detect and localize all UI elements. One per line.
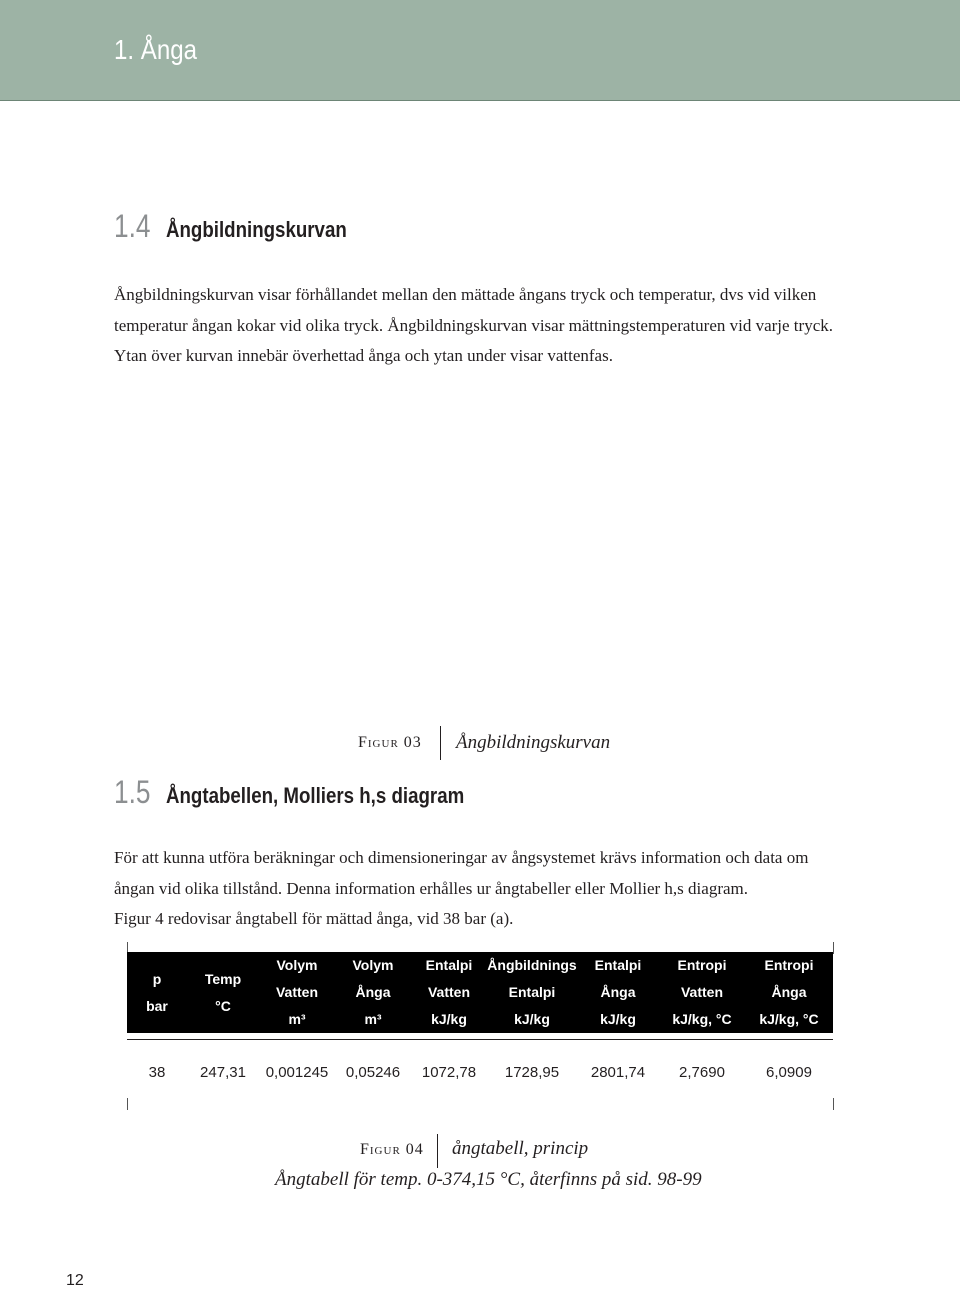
cell-pressure: 38 (148, 1063, 166, 1081)
header-enthalpy-water: Entalpi Vatten kJ/kg (411, 952, 487, 1033)
figure-number: Figur 03 (358, 734, 422, 751)
header-entropy-steam: Entropi Ånga kJ/kg, °C (745, 952, 833, 1033)
header-volume-water: Volym Vatten m³ (259, 952, 335, 1033)
section-1-5-paragraph (114, 843, 854, 935)
header-evaporation-enthalpy: Ångbildnings Entalpi kJ/kg (487, 952, 577, 1033)
steam-table (127, 952, 833, 1104)
cell-evaporation-enthalpy: 1728,95 (504, 1063, 560, 1081)
figure-4-separator (437, 1134, 438, 1168)
header-pressure: p bar (127, 952, 187, 1033)
figure-3-label (358, 734, 422, 752)
section-1-4-paragraph (114, 280, 854, 372)
figure-4-caption (452, 1138, 588, 1160)
paragraph-line: Figur 4 redovisar ångtabell för mättad ånga, vid 38 bar (a). (114, 909, 514, 928)
cell-volume-water: 0,001245 (265, 1063, 329, 1081)
paragraph-line: Ytan över kurvan innebär överhettad ånga och ytan under visar vattenfas. (114, 346, 613, 365)
table-row (127, 1040, 833, 1105)
figure-4-note (275, 1169, 702, 1191)
figure-3-separator (440, 726, 441, 760)
page-number: 12 (66, 1272, 84, 1289)
paragraph-line: temperatur ångan kokar vid olika tryck. Ångbildningskurvan visar mättningstemperaturen vid varje tryck. (114, 315, 833, 335)
header-volume-steam: Volym Ånga m³ (335, 952, 411, 1033)
cell-volume-steam: 0,05246 (345, 1063, 401, 1081)
table-corner-mark (833, 1098, 834, 1110)
table-reference-note: Ångtabell för temp. 0-374,15 °C, återfinns på sid. 98-99 (275, 1169, 702, 1190)
figure-caption: ångtabell, princip (452, 1138, 589, 1159)
section-title: Ångbildningskurvan (166, 217, 347, 242)
table-corner-mark (833, 942, 834, 954)
figure-3-caption (456, 732, 610, 754)
header-temperature: Temp °C (187, 952, 259, 1033)
section-title: Ångtabellen, Molliers h,s diagram (166, 783, 465, 808)
chapter-title: 1. Ånga (114, 34, 198, 65)
paragraph-line: För att kunna utföra beräkningar och dimensioneringar av ångsystemet krävs information och data om (114, 848, 809, 867)
chapter-header-bar (0, 0, 960, 101)
cell-enthalpy-steam: 2801,74 (590, 1063, 646, 1081)
paragraph-line: Ångbildningskurvan visar förhållandet mellan den mättade ångans tryck och temperatur, dvs vid vilken (114, 285, 817, 304)
section-number: 1.5 (114, 774, 151, 810)
cell-entropy-steam: 6,0909 (766, 1063, 812, 1081)
steam-table-header-row (127, 952, 833, 1033)
section-number: 1.4 (114, 208, 151, 244)
cell-temperature: 247,31 (200, 1063, 246, 1081)
paragraph-line: ångan vid olika tillstånd. Denna information erhålles ur ångtabeller eller Mollier h,s diagram. (114, 878, 748, 898)
figure-4-label (360, 1141, 424, 1159)
section-heading-1-4 (114, 208, 379, 245)
cell-enthalpy-water: 1072,78 (421, 1063, 477, 1081)
header-entropy-water: Entropi Vatten kJ/kg, °C (659, 952, 745, 1033)
figure-caption: Ångbildningskurvan (456, 732, 611, 753)
saturation-curve-chart (0, 370, 960, 730)
figure-number: Figur 04 (360, 1141, 424, 1158)
section-heading-1-5 (114, 774, 517, 811)
cell-entropy-water: 2,7690 (679, 1063, 725, 1081)
header-enthalpy-steam: Entalpi Ånga kJ/kg (577, 952, 659, 1033)
